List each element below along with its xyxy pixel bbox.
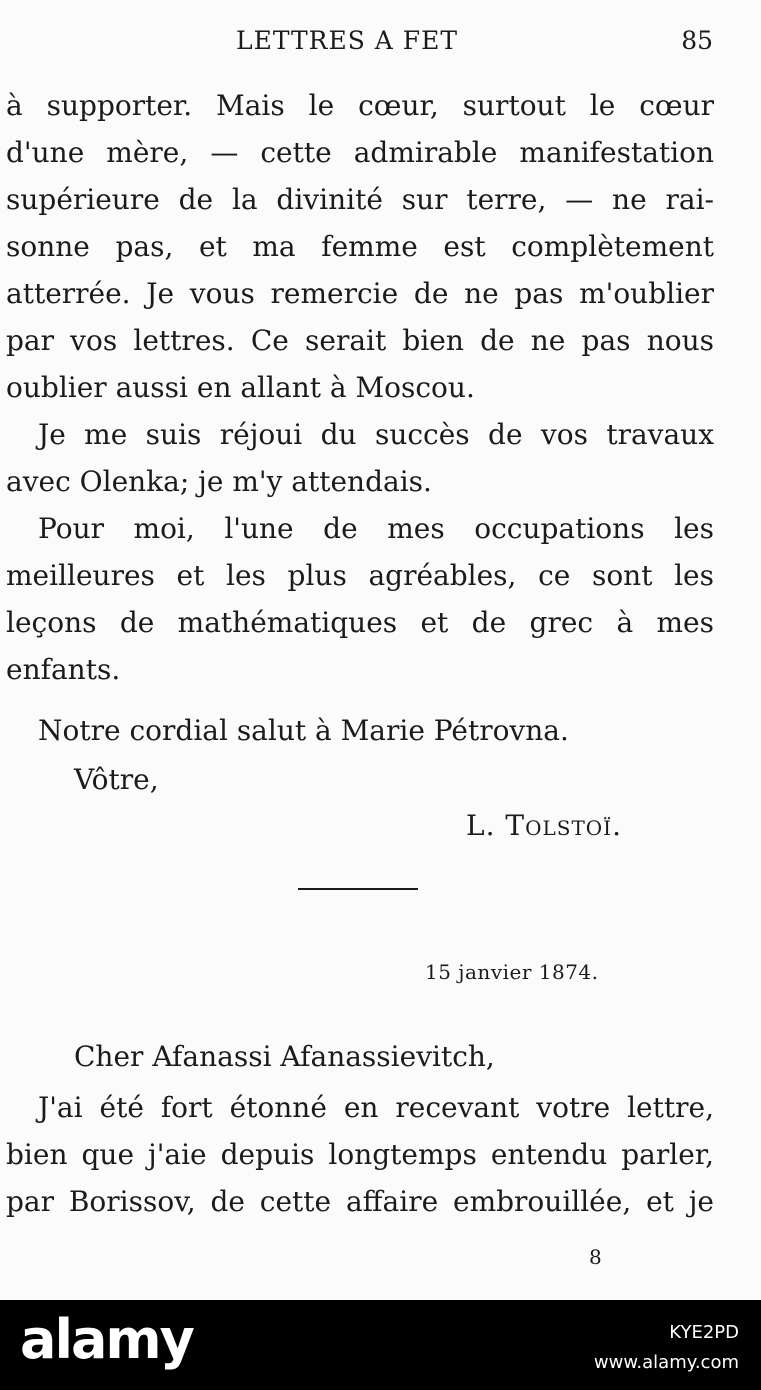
page-number: 85 — [681, 26, 713, 55]
watermark-logo: alamy — [20, 1308, 193, 1371]
signature: L. Tolstoï. — [466, 809, 622, 842]
text-line: avec Olenka; je m'y attendais. — [6, 465, 432, 498]
text-line: Pour moi, l'une de mes occupations les — [38, 512, 714, 545]
signature-mark: 8 — [589, 1245, 602, 1269]
text-line: supérieure de la divinité sur terre, — ne rai- — [6, 183, 714, 216]
text-line: par vos lettres. Ce serait bien de ne pas nous — [6, 324, 714, 357]
page-body — [6, 82, 714, 693]
text-line: enfants. — [6, 653, 121, 686]
text-line: d'une mère, — cette admirable manifestation — [6, 136, 714, 169]
section-rule — [298, 888, 418, 890]
text-line: par Borissov, de cette affaire embrouillée, et je — [6, 1185, 714, 1218]
running-title: LETTRES A FET — [236, 26, 459, 55]
salutation: Notre cordial salut à Marie Pétrovna. — [38, 714, 569, 747]
text-line: sonne pas, et ma femme est complètement — [6, 230, 714, 263]
letter-date: 15 janvier 1874. — [425, 960, 599, 984]
watermark-bar — [0, 1300, 761, 1390]
text-line: bien que j'aie depuis longtemps entendu parler, — [6, 1138, 714, 1171]
watermark-url: www.alamy.com — [593, 1352, 739, 1373]
valediction: Vôtre, — [74, 763, 159, 796]
text-line: leçons de mathématiques et de grec à mes — [6, 606, 714, 639]
page-header — [0, 22, 761, 62]
text-line: J'ai été fort étonné en recevant votre lettre, — [38, 1091, 714, 1124]
letter-greeting: Cher Afanassi Afanassievitch, — [74, 1040, 495, 1073]
text-line: atterrée. Je vous remercie de ne pas m'oublier — [6, 277, 714, 310]
text-line: oublier aussi en allant à Moscou. — [6, 371, 475, 404]
watermark-image-id: KYE2PD — [669, 1322, 739, 1343]
text-line: à supporter. Mais le cœur, surtout le cœur — [6, 89, 714, 122]
text-line: meilleures et les plus agréables, ce sont les — [6, 559, 714, 592]
text-line: Je me suis réjoui du succès de vos travaux — [38, 418, 714, 451]
letter2-body — [6, 1084, 714, 1225]
